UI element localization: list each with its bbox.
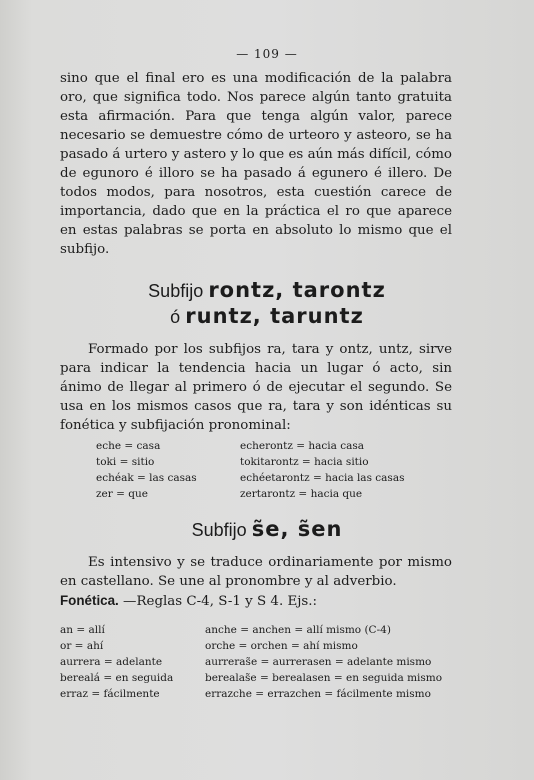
example-row: echéak = las casas [96, 472, 197, 484]
example-row: toki = sitio [96, 456, 155, 468]
heading-runtz-taruntz: runtz, taruntz [185, 304, 364, 328]
heading-subfijo-label-2: Subfijo [191, 520, 247, 540]
example-row: aurreras̃e = aurrerasen = adelante mismo [205, 656, 432, 668]
heading-subfijo-rontz [0, 278, 534, 302]
example-row: tokitarontz = hacia sitio [240, 456, 369, 468]
example-row: berealá = en seguida [60, 672, 174, 684]
example-row: aurrera = adelante [60, 656, 163, 668]
paragraph-se-explanation [60, 553, 452, 611]
example-row: erraz = fácilmente [60, 688, 160, 700]
paragraph-rontz-explanation: Formado por los subfijos ra, tara y ontz, untz, sirve para indicar la tendencia hacia un lugar ó acto, sin ánimo de llegar al primero ó de ejecutar el segundo. Se usa en los mismos casos que ra, tara y son idénticas su fonética y subfijación pronominal: [60, 342, 452, 433]
example-row: an = allí [60, 624, 105, 636]
heading-subfijo-se [0, 517, 534, 541]
example-row: eche = casa [96, 440, 161, 452]
examples-rontz-right [240, 438, 404, 502]
fonetica-rules: —Reglas C-4, S-1 y S 4. Ejs.: [123, 594, 318, 609]
example-row: zertarontz = hacia que [240, 488, 363, 500]
example-row: anche = anchen = allí mismo (C-4) [205, 624, 391, 636]
heading-o-label: ó [170, 307, 181, 327]
page-number: — 109 — [236, 47, 298, 61]
example-row: orche = orchen = ahí mismo [205, 640, 358, 652]
paragraph-ero-discussion: sino que el final ero es una modificación de la palabra oro, que significa todo. Nos parece algún tanto gratuita esta afirmación. Para que tenga algún valor, parece necesario se demuestre cómo de urteoro y asteoro, se ha pasado á urtero y astero y lo que es aún más difícil, cómo de egunoro é illoro se ha pasado á egunero é illero. De todos modos, para nosotros, esta cuestión carece de importancia, dado que en la práctica el ro que aparece en estas palabras se porta en absoluto lo mismo que el subfijo. [60, 71, 452, 257]
examples-rontz-left [96, 438, 197, 502]
heading-se-sen: s̃e, s̃en [251, 517, 343, 541]
example-row: echéetarontz = hacia las casas [240, 472, 405, 484]
example-row: berealas̃e = berealasen = en seguida mismo [205, 672, 443, 684]
example-row: or = ahí [60, 640, 104, 652]
heading-rontz-tarontz: rontz, tarontz [208, 278, 386, 302]
example-row: echerontz = hacia casa [240, 440, 365, 452]
example-row: zer = que [96, 488, 148, 500]
examples-se-left [60, 622, 173, 702]
heading-subfijo-label: Subfijo [148, 281, 204, 301]
heading-subfijo-runtz [0, 304, 534, 328]
examples-se-right [205, 622, 442, 702]
example-row: errazche = errazchen = fácilmente mismo [205, 688, 431, 700]
se-description: Es intensivo y se traduce ordinariamente por mismo en castellano. Se une al pronombre y al adverbio. [60, 555, 452, 589]
fonetica-label: Fonética. [60, 593, 119, 608]
